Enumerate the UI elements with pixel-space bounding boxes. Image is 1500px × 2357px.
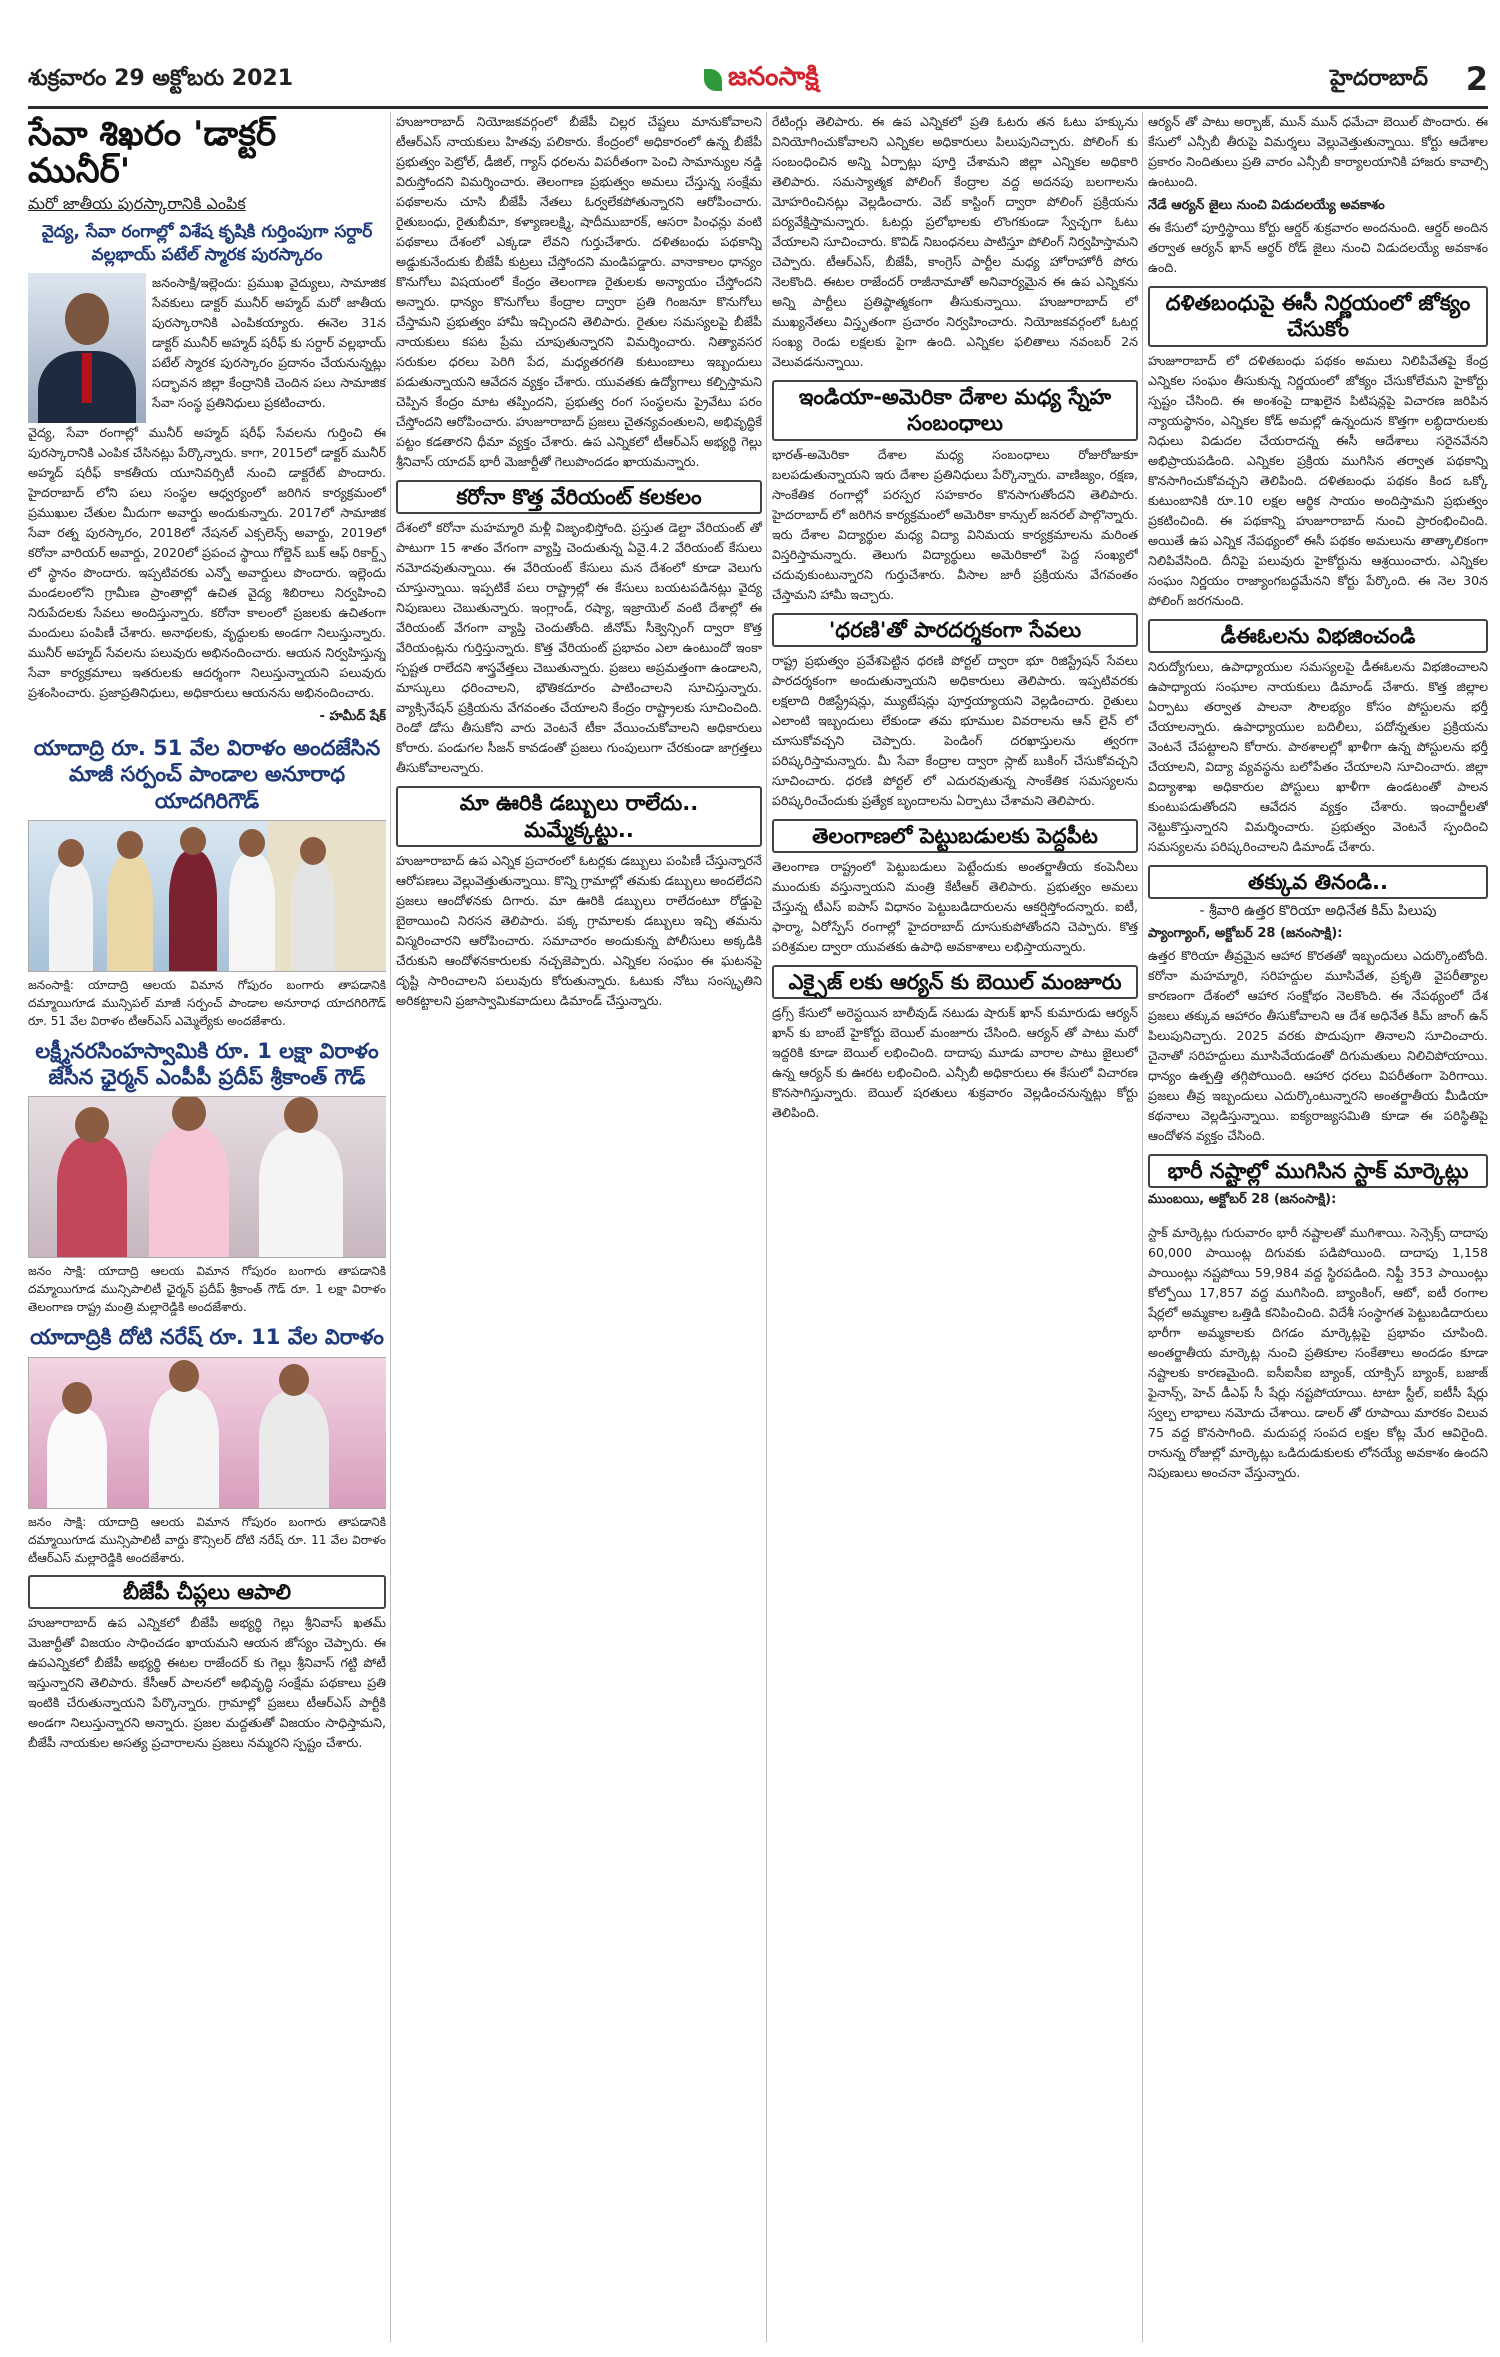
- page-number: 2: [1465, 60, 1488, 98]
- story-body: దేశంలో కరోనా మహమ్మారి మళ్లీ విజృంభిస్తోంది. ప్రస్తుత డెల్టా వేరియంట్ తో పాటుగా 15 శాతం వేగంగా వ్యాప్తి చెందుతున్న ఏవై.4.2 వేరియంట్ కేసులు నమోదవుతున్నాయి. ఈ వేరియంట్ కేసులు మన దేశంలో కూడా వెలుగు చూస్తున్నాయి. ఇప్పటికే పలు రాష్ట్రాల్లో ఈ కేసులు బయటపడినట్లు వైద్య నిపుణులు చెబుతున్నారు. ఇంగ్లాండ్, రష్యా, ఇజ్రాయెల్ వంటి దేశాల్లో ఈ వేరియంట్ వేగంగా వ్యాప్తి చెందుతోంది. జీనోమ్ సీక్వెన్సింగ్ ద్వారా కొత్త వేరియంట్లను గుర్తిస్తున్నారు. కొత్త వేరియంట్ ప్రభావం ఎలా ఉంటుందో ఇంకా స్పష్టత రాలేదని శాస్త్రవేత్తలు చెబుతున్నారు. ప్రజలు అప్రమత్తంగా ఉండాలని, మాస్కులు ధరించాలని, భౌతికదూరం పాటించాలని సూచిస్తున్నారు. వ్యాక్సినేషన్ ప్రక్రియను వేగవంతం చేయాలని కేంద్రం రాష్ట్రాలకు సూచించింది. రెండో డోసు తీసుకోని వారు వెంటనే టీకా వేయించుకోవాలని అధికారులు కోరారు. పండుగల సీజన్ కావడంతో ప్రజలు గుంపులుగా చేరకుండా జాగ్రత్తలు తీసుకోవాలన్నారు.: [396, 520, 762, 776]
- story-body: ఉత్తర కొరియా తీవ్రమైన ఆహార కొరతతో ఇబ్బందులు ఎదుర్కొంటోంది. కరోనా మహమ్మారి, సరిహద్దుల మూసివేత, ప్రకృతి వైపరీత్యాల కారణంగా దేశంలో ఆహార సంక్షోభం నెలకొంది. ఈ నేపథ్యంలో దేశ ప్రజలు తక్కువ ఆహారం తీసుకోవాలని ఆ దేశ అధినేత కిమ్ జాంగ్ ఉన్ పిలుపునిచ్చారు. 2025 వరకు పొదుపుగా తినాలని సూచించారు. చైనాతో సరిహద్దులు మూసివేయడంతో దిగుమతులు నిలిచిపోయాయి. ధాన్యం ఉత్పత్తి తగ్గిపోయింది. ఆహార ధరలు విపరీతంగా పెరిగాయి. ప్రజలు తీవ్ర ఇబ్బందులు ఎదుర్కొంటున్నారని అంతర్జాతీయ మీడియా కథనాలు వెల్లడిస్తున్నాయి. ఐక్యరాజ్యసమితి కూడా ఈ పరిస్థితిపై ఆందోళన వ్యక్తం చేసింది.: [1148, 948, 1488, 1143]
- newspaper-logo: [704, 62, 819, 98]
- donation-headline-3: యాదాద్రికి దోటి నరేష్ రూ. 11 వేల విరాళం: [30, 1325, 384, 1350]
- column-2: [396, 112, 762, 2352]
- story-headline: డీఈఓలను విభజించండి: [1148, 619, 1488, 653]
- story-body: ఈ కేసులో పూర్తిస్థాయి కోర్టు ఆర్డర్ శుక్రవారం అందనుంది. ఆర్డర్ అందిన తర్వాత ఆర్యన్ ఖాన్ ఆర్థర్ రోడ్ జైలు నుంచి విడుదలయ్యే అవకాశం ఉంది.: [1148, 220, 1488, 275]
- story-body: తెలంగాణ రాష్ట్రంలో పెట్టుబడులు పెట్టేందుకు అంతర్జాతీయ కంపెనీలు ముందుకు వస్తున్నాయని మంత్రి కేటీఆర్ తెలిపారు. ప్రభుత్వం అమలు చేస్తున్న టీఎస్ ఐపాస్ విధానం పెట్టుబడిదారులను ఆకర్షిస్తోందన్నారు. ఐటీ, ఫార్మా, ఏరోస్పేస్ రంగాల్లో హైదరాబాద్ దూసుకుపోతోందని చెప్పారు. కొత్త పరిశ్రమల ద్వారా యువతకు ఉపాధి అవకాశాలు లభిస్తాయన్నారు.: [772, 859, 1138, 954]
- column-divider: [766, 112, 767, 2342]
- story-body: హుజూరాబాద్ ఉప ఎన్నిక ప్రచారంలో ఓటర్లకు డబ్బులు పంపిణీ చేస్తున్నారనే ఆరోపణలు వెల్లువెత్తుతున్నాయి. కొన్ని గ్రామాల్లో తమకు డబ్బులు అందలేదని ప్రజలు ఆందోళనకు దిగారు. మా ఊరికి డబ్బులు రాలేదంటూ రోడ్డుపై బైఠాయించి నిరసన తెలిపారు. పక్క గ్రామాలకు డబ్బులు ఇచ్చి తమను విస్మరించారని ఆరోపించారు. సమాచారం అందుకున్న పోలీసులు అక్కడికి చేరుకుని ఆందోళనకారులకు నచ్చజెప్పారు. ఎన్నికల సంఘం ఈ ఘటనపై దృష్టి సారించాలని పలువురు కోరుతున్నారు. ఓటుకు నోటు సంస్కృతిని అరికట్టాలని ప్రజాస్వామికవాదులు డిమాండ్ చేస్తున్నారు.: [396, 852, 762, 1008]
- column-3: [772, 112, 1138, 2352]
- column-divider: [390, 112, 391, 2342]
- story-body: హుజూరాబాద్ ఉప ఎన్నికలో బీజేపీ అభ్యర్థి గెల్లు శ్రీనివాస్ ఖతమ్ మెజార్టీతో విజయం సాధించడం ఖాయమని ఆయన జోస్యం చెప్పారు. ఈ ఉపఎన్నికలో బీజేపీ అభ్యర్థి ఈటల రాజేందర్ కు గెల్లు శ్రీనివాస్ గట్టి పోటీ ఇస్తున్నారని తెలిపారు. కేసీఆర్ పాలనలో అభివృద్ధి సంక్షేమ పథకాలు ప్రతి ఇంటికి చేరుతున్నాయని పేర్కొన్నారు. గ్రామాల్లో ప్రజలు టీఆర్ఎస్ పార్టీకి అండగా నిలుస్తున్నారని అన్నారు. ప్రజల మద్దతుతో విజయం సాధిస్తామని, బీజేపీ నాయకుల అసత్య ప్రచారాలను ప్రజలు నమ్మరని స్పష్టం చేశారు.: [28, 1614, 386, 1750]
- donation-caption-2: జనం సాక్షి: యాదాద్రి ఆలయ విమాన గోపురం బంగారు తాపడానికి దమ్మాయిగూడ మున్సిపాలిటీ ఛైర్మన్ ప్రదీప్ శ్రీకాంత్ గౌడ్ రూ. 1 లక్షా విరాళం తెలంగాణ రాష్ట్ర మంత్రి మల్లారెడ్డికి అందజేశారు.: [28, 1264, 386, 1315]
- story-body: స్టాక్ మార్కెట్లు గురువారం భారీ నష్టాలతో ముగిశాయి. సెన్సెక్స్ దాదాపు 60,000 పాయింట్ల దిగువకు పడిపోయింది. దాదాపు 1,158 పాయింట్లు నష్టపోయి 59,984 వద్ద స్థిరపడింది. నిఫ్టీ 353 పాయింట్లు కోల్పోయి 17,857 వద్ద ముగిసింది. బ్యాంకింగ్, ఆటో, ఐటీ రంగాల షేర్లలో అమ్మకాల ఒత్తిడి కనిపించింది. విదేశీ సంస్థాగత పెట్టుబడిదారులు భారీగా అమ్మకాలకు దిగడం మార్కెట్లపై ప్రభావం చూపింది. అంతర్జాతీయ మార్కెట్ల నుంచి ప్రతికూల సంకేతాలు అందడం కూడా నష్టాలకు కారణమైంది. ఐసీఐసీఐ బ్యాంక్, యాక్సిస్ బ్యాంక్, బజాజ్ ఫైనాన్స్, హెచ్ డీఎఫ్ సీ షేర్లు నష్టపోయాయి. టాటా స్టీల్, ఐటీసీ షేర్లు స్వల్ప లాభాలు నమోదు చేశాయి. డాలర్ తో రూపాయి మారకం విలువ 75 వద్ద కొనసాగింది. మదుపర్ల సంపద లక్షల కోట్ల మేర ఆవిరైంది. రానున్న రోజుల్లో మార్కెట్లు ఒడిదుడుకులకు లోనయ్యే అవకాశం ఉందని నిపుణులు అంచనా వేస్తున్నారు.: [1148, 1224, 1488, 1480]
- story-body: భారత్-అమెరికా దేశాల మధ్య సంబంధాలు రోజురోజుకూ బలపడుతున్నాయని ఇరు దేశాల ప్రతినిధులు పేర్కొన్నారు. వాణిజ్యం, రక్షణ, సాంకేతిక రంగాల్లో పరస్పర సహకారం కొనసాగుతోందని తెలిపారు. హైదరాబాద్ లో జరిగిన కార్యక్రమంలో అమెరికా కాన్సుల్ జనరల్ పాల్గొన్నారు. ఇరు దేశాల విద్యార్థుల మధ్య విద్యా వినిమయ కార్యక్రమాలను మరింత విస్తరిస్తామన్నారు. తెలుగు విద్యార్థులు అమెరికాలో పెద్ద సంఖ్యలో చదువుకుంటున్నారని గుర్తుచేశారు. వీసాల జారీ ప్రక్రియను వేగవంతం చేస్తామని హామీ ఇచ్చారు.: [772, 446, 1138, 602]
- donation-headline-1: యాదాద్రి రూ. 51 వేల విరాళం అందజేసిన మాజీ సర్పంచ్ పాండాల అనూరాధ యాదగిరిగౌడ్: [33, 736, 381, 813]
- story-body: ఆర్యన్ తో పాటు అర్బాజ్, మున్ మున్ ధమేచా బెయిల్ పొందారు. ఈ కేసులో ఎన్సీబీ తీరుపై విమర్శలు వెల్లువెత్తుతున్నాయి. కోర్టు ఆదేశాల ప్రకారం నిందితులు ప్రతి వారం ఎన్సీబీ కార్యాలయానికి హాజరు కావాల్సి ఉంటుంది.: [1148, 114, 1488, 189]
- story-body: రాష్ట్ర ప్రభుత్వం ప్రవేశపెట్టిన ధరణి పోర్టల్ ద్వారా భూ రిజిస్ట్రేషన్ సేవలు పారదర్శకంగా అందుతున్నాయని అధికారులు తెలిపారు. ఇప్పటివరకు లక్షలాది రిజిస్ట్రేషన్లు, మ్యుటేషన్లు పూర్తయ్యాయని వెల్లడించారు. రైతులు ఎలాంటి ఇబ్బందులు లేకుండా తమ భూముల వివరాలను ఆన్ లైన్ లో చూసుకోవచ్చని చెప్పారు. పెండింగ్ దరఖాస్తులను త్వరగా పరిష్కరిస్తామన్నారు. మీ సేవా కేంద్రాల ద్వారా స్లాట్ బుకింగ్ చేసుకోవచ్చని సూచించారు. ధరణి పోర్టల్ లో ఎదురవుతున్న సాంకేతిక సమస్యలను పరిష్కరించేందుకు ప్రత్యేక బృందాలను ఏర్పాటు చేశామని తెలిపారు.: [772, 652, 1138, 808]
- story-body: డ్రగ్స్ కేసులో అరెస్టయిన బాలీవుడ్ నటుడు షారుక్ ఖాన్ కుమారుడు ఆర్యన్ ఖాన్ కు బాంబే హైకోర్టు బెయిల్ మంజూరు చేసింది. ఆర్యన్ తో పాటు మరో ఇద్దరికి కూడా బెయిల్ లభించింది. దాదాపు మూడు వారాల పాటు జైలులో ఉన్న ఆర్యన్ కు ఊరట లభించింది. ఎన్సీబీ అధికారులు ఈ కేసులో విచారణ కొనసాగిస్తున్నారు. బెయిల్ షరతులు శుక్రవారం వెల్లడించనున్నట్లు కోర్టు తెలిపింది.: [772, 1005, 1138, 1121]
- story-headline: మా ఊరికి డబ్బులు రాలేదు.. మమ్మేక్కట్టు..: [396, 786, 762, 847]
- donation-photo-2: [28, 1096, 386, 1258]
- masthead: [28, 62, 1488, 109]
- lead-story-text: జనంసాక్షి/ఇల్లెందు: ప్రముఖ వైద్యులు, సామాజిక సేవకులు డాక్టర్ మునీర్ అహ్మద్ మరో జాతీయ పురస్కారానికి ఎంపికయ్యారు. ఈనెల 31న డాక్టర్ మునీర్ అహ్మద్ షరీఫ్ కు సర్దార్ వల్లభాయ్ పటేల్ స్మారక పురస్కారం ప్రదానం చేయనున్నట్లు సద్భావన జిల్లా కేంద్రానికి చెందిన పలు సామాజిక సేవా సంస్థ ప్రతినిధులు ప్రకటించారు.: [152, 275, 386, 411]
- story-subhead: నేడే ఆర్యన్ జైలు నుంచి విడుదలయ్యే అవకాశం: [1148, 198, 1385, 213]
- lead-story-body: వైద్య, సేవా రంగాల్లో మునీర్ అహ్మద్ షరీఫ్ సేవలను గుర్తించి ఈ పురస్కారానికి ఎంపిక చేసినట్లు పేర్కొన్నారు. కాగా, 2015లో డాక్టర్ మునీర్ అహ్మద్ షరీఫ్ కాకతీయ యూనివర్సిటీ నుంచి డాక్టరేట్ పొందారు. హైదరాబాద్ లోని పలు సంస్థల ఆధ్వర్యంలో జరిగిన కార్యక్రమంలో ప్రముఖుల చేతుల మీదుగా అవార్డు అందుకున్నారు. 2017లో సామాజిక సేవా రత్న పురస్కారం, 2018లో నేషనల్ ఎక్సలెన్స్ అవార్డు, 2019లో కరోనా వారియర్ అవార్డు, 2020లో ప్రపంచ స్థాయి గోల్డెన్ బుక్ ఆఫ్ రికార్డ్స్ లో స్థానం పొందారు. ఇప్పటివరకు ఎన్నో అవార్డులు పొందారు. ఇల్లెందు మండలంలోని గ్రామీణ ప్రాంతాల్లో ఉచిత వైద్య శిబిరాలు నిర్వహించి నిరుపేదలకు సేవలు అందిస్తున్నారు. కరోనా కాలంలో ప్రజలకు ఉచితంగా మందులు పంపిణీ చేశారు. అనాథలకు, వృద్ధులకు అండగా నిలుస్తున్నారు. మునీర్ అహ్మద్ సేవలను పలువురు అభినందించారు. ఆయన నిర్వహిస్తున్న సేవా కార్యక్రమాలు ఇతరులకు ఆదర్శంగా నిలుస్తున్నాయని పలువురు ప్రశంసించారు. ప్రజాప్రతినిధులు, అధికారులు ఆయనను అభినందించారు.: [28, 425, 386, 701]
- story-headline: ఇండియా-అమెరికా దేశాల మధ్య స్నేహ సంబంధాలు: [772, 380, 1138, 441]
- edition-city: హైదరాబాద్: [1330, 66, 1428, 91]
- donation-headline-2: లక్ష్మీనరసింహస్వామికి రూ. 1 లక్షా విరాళం జేసిన ఛైర్మన్ ఎంపీపీ ప్రదీప్ శ్రీకాంత్ గౌడ్: [35, 1038, 379, 1090]
- story-headline: 'ధరణి'తో పారదర్శకంగా సేవలు: [772, 613, 1138, 647]
- story-body: హుజూరాబాద్ నియోజకవర్గంలో బీజేపీ చిల్లర చేష్టలు మానుకోవాలని టీఆర్ఎస్ నాయకులు హితవు పలికారు. కేంద్రంలో అధికారంలో ఉన్న బీజేపీ ప్రభుత్వం పెట్రోల్, డీజిల్, గ్యాస్ ధరలను విపరీతంగా పెంచి సామాన్యుల నడ్డి విరుస్తోందని విమర్శించారు. తెలంగాణ ప్రభుత్వం అమలు చేస్తున్న సంక్షేమ పథకాలను చూసి బీజేపీ నేతలు ఓర్వలేకపోతున్నారని ఆరోపించారు. రైతుబంధు, రైతుబీమా, కళ్యాణలక్ష్మి, షాదీముబారక్, ఆసరా పింఛన్లు వంటి పథకాలు దేశంలో ఎక్కడా లేవని గుర్తుచేశారు. దళితబంధు పథకాన్ని అడ్డుకునేందుకు బీజేపీ కుట్రలు చేస్తోందని మండిపడ్డారు. వానాకాలం ధాన్యం కొనుగోలు విషయంలో కేంద్రం తెలంగాణ రైతులకు అన్యాయం చేస్తోందని అన్నారు. ధాన్యం కొనుగోలు కేంద్రాల ద్వారా ప్రతి గింజనూ కొనుగోలు చేస్తామని ప్రభుత్వం హామీ ఇచ్చిందని తెలిపారు. రైతుల సమస్యలపై బీజేపీ నాయకులు కపట ప్రేమ చూపుతున్నారని విమర్శించారు. నిత్యావసర సరుకుల ధరలు పెరిగి పేద, మధ్యతరగతి కుటుంబాలు ఇబ్బందులు పడుతున్నాయని ఆవేదన వ్యక్తం చేశారు. యువతకు ఉద్యోగాలు కల్పిస్తామని చెప్పిన కేంద్రం మాట తప్పిందని, ప్రభుత్వ రంగ సంస్థలను ప్రైవేటు పరం చేస్తోందని ఆరోపించారు. హుజూరాబాద్ ప్రజలు చైతన్యవంతులని, అభివృద్ధికే పట్టం కడతారని ధీమా వ్యక్తం చేశారు. ఉప ఎన్నికలో టీఆర్ఎస్ అభ్యర్థి గెల్లు శ్రీనివాస్ యాదవ్ భారీ మెజార్టీతో గెలుపొందడం ఖాయమన్నారు.: [396, 114, 762, 469]
- story-headline: తక్కువ తినండి..: [1148, 865, 1488, 899]
- leaf-icon: [704, 69, 722, 91]
- dateline: ప్యాంగ్యాంగ్, అక్టోబర్ 28 (జనంసాక్షి):: [1148, 926, 1343, 941]
- column-divider: [1142, 112, 1143, 2342]
- lead-subheadline: మరో జాతీయ పురస్కారానికి ఎంపిక: [28, 193, 246, 213]
- story-headline: తెలంగాణలో పెట్టుబడులకు పెద్దపీట: [772, 819, 1138, 853]
- donation-photo-1: [28, 820, 386, 972]
- dateline: ముంబయి, అక్టోబర్ 28 (జనంసాక్షి):: [1148, 1192, 1337, 1208]
- lead-kicker: వైద్య, సేవా రంగాల్లో విశేష కృషికి గుర్తింపుగా సర్దార్ వల్లభాయ్ పటేల్ స్మారక పురస్కారం: [41, 222, 373, 266]
- donation-caption-1: జనంసాక్షి: యాదాద్రి ఆలయ విమాన గోపురం బంగారు తాపడానికి దమ్మాయిగూడ మున్సిపల్ మాజీ సర్పంచ్ పాండాల అనూరాధ యాదగిరిగౌడ్ రూ. 51 వేల విరాళం టీఆర్ఎస్ ఎమ్మెల్యేకు అందజేశారు.: [28, 977, 386, 1028]
- story-body: రేటింగ్లు తెలిపారు. ఈ ఉప ఎన్నికలో ప్రతి ఓటరు తన ఓటు హక్కును వినియోగించుకోవాలని ఎన్నికల అధికారులు పిలుపునిచ్చారు. పోలింగ్ కు సంబంధించిన అన్ని ఏర్పాట్లు పూర్తి చేశామని జిల్లా ఎన్నికల అధికారి తెలిపారు. సమస్యాత్మక పోలింగ్ కేంద్రాల వద్ద అదనపు బలగాలను మోహరించినట్లు వెల్లడించారు. వెబ్ కాస్టింగ్ ద్వారా పోలింగ్ ప్రక్రియను పర్యవేక్షిస్తామన్నారు. ఓటర్లు ప్రలోభాలకు లొంగకుండా స్వేచ్ఛగా ఓటు వేయాలని సూచించారు. కొవిడ్ నిబంధనలు పాటిస్తూ పోలింగ్ నిర్వహిస్తామని చెప్పారు. టీఆర్ఎస్, బీజేపీ, కాంగ్రెస్ పార్టీల మధ్య హోరాహోరీ పోరు నెలకొంది. ఈటల రాజేందర్ రాజీనామాతో అనివార్యమైన ఈ ఉప ఎన్నికను అన్ని పార్టీలు ప్రతిష్ఠాత్మకంగా తీసుకున్నాయి. హుజూరాబాద్ లో ముఖ్యనేతలు విస్తృతంగా ప్రచారం నిర్వహించారు. నియోజకవర్గంలో ఓటర్ల సంఖ్య రెండు లక్షలకు పైగా ఉంది. ఎన్నికల ఫలితాలు నవంబర్ 2న వెలువడనున్నాయి.: [772, 114, 1138, 369]
- story-body: నిరుద్యోగులు, ఉపాధ్యాయుల సమస్యలపై డీఈఓలను విభజించాలని ఉపాధ్యాయ సంఘాల నాయకులు డిమాండ్ చేశారు. కొత్త జిల్లాల ఏర్పాటు తర్వాత పాలనా సౌలభ్యం కోసం పోస్టులను భర్తీ చేయాలన్నారు. ఉపాధ్యాయుల బదిలీలు, పదోన్నతుల ప్రక్రియను వెంటనే చేపట్టాలని కోరారు. పాఠశాలల్లో ఖాళీగా ఉన్న పోస్టులను భర్తీ చేయాలని, విద్యా వ్యవస్థను బలోపేతం చేయాలని సూచించారు. జిల్లా విద్యాశాఖ అధికారుల పోస్టులు ఖాళీగా ఉండటంతో పాలన కుంటుపడుతోందని ఆవేదన వ్యక్తం చేశారు. ఇంచార్జీలతో నెట్టుకొస్తున్నారని విమర్శించారు. ప్రభుత్వం వెంటనే స్పందించి సమస్యలను పరిష్కరించాలని డిమాండ్ చేశారు.: [1148, 658, 1488, 854]
- column-4: [1148, 112, 1488, 2352]
- story-headline: దళితబంధుపై ఈసీ నిర్ణయంలో జోక్యం చేసుకోం: [1148, 286, 1488, 347]
- issue-date: శుక్రవారం 29 అక్టోబరు 2021: [28, 66, 294, 91]
- story-subheadline: - శ్రీవారి ఉత్తర కొరియా అధినేత కిమ్ పిలుపు: [1199, 903, 1437, 919]
- reporter-byline: - హమీద్ షేక్: [319, 709, 386, 725]
- doctor-portrait: [28, 273, 146, 423]
- column-1: [28, 112, 386, 2352]
- story-headline: ఎక్సైజ్ లకు ఆర్యన్ కు బెయిల్ మంజూరు: [772, 965, 1138, 999]
- story-body: హుజూరాబాద్ లో దళితబంధు పథకం అమలు నిలిపివేతపై కేంద్ర ఎన్నికల సంఘం తీసుకున్న నిర్ణయంలో జోక్యం చేసుకోలేమని హైకోర్టు స్పష్టం చేసింది. ఈ అంశంపై దాఖలైన పిటిషన్లపై విచారణ జరిపిన న్యాయస్థానం, ఎన్నికల కోడ్ అమల్లో ఉన్నందున కొత్తగా లబ్ధిదారులకు నిధులు విడుదల చేయరాదన్న ఈసీ ఆదేశాలు సరైనవేనని అభిప్రాయపడింది. ఎన్నికల ప్రక్రియ ముగిసిన తర్వాత పథకాన్ని కొనసాగించుకోవచ్చని తెలిపింది. దళితబంధు పథకం కింద ఒక్కో కుటుంబానికి రూ.10 లక్షల ఆర్థిక సాయం అందిస్తామని ప్రభుత్వం ప్రకటించింది. ఈ పథకాన్ని హుజూరాబాద్ నుంచి ప్రారంభించింది. అయితే ఉప ఎన్నిక నేపథ్యంలో ఈసీ పథకం అమలును తాత్కాలికంగా నిలిపివేసింది. దీనిపై పలువురు హైకోర్టును ఆశ్రయించారు. ఎన్నికల సంఘం నిర్ణయం రాజ్యాంగబద్ధమేనని కోర్టు పేర్కొంది. ఈ నెల 30న పోలింగ్ జరగనుంది.: [1148, 352, 1488, 608]
- story-headline: భారీ నష్టాల్లో ముగిసిన స్టాక్ మార్కెట్లు: [1148, 1154, 1488, 1188]
- lead-story-intro: [28, 273, 386, 423]
- story-headline: బీజేపీ చీప్లలు ఆపాలి: [28, 1575, 386, 1609]
- logo-text: జనంసాక్షి: [728, 62, 819, 92]
- story-headline: కరోనా కొత్త వేరియంట్ కలకలం: [396, 480, 762, 514]
- donation-caption-3: జనం సాక్షి: యాదాద్రి ఆలయ విమాన గోపురం బంగారు తాపడానికి దమ్మాయిగూడ మున్సిపాలిటీ వార్డు కౌన్సిలర్ దోటి నరేష్ రూ. 11 వేల విరాళం టీఆర్ఎస్ మల్లారెడ్డికి అందజేశారు.: [28, 1514, 386, 1565]
- donation-photo-3: [28, 1357, 386, 1509]
- lead-headline: సేవా శిఖరం 'డాక్టర్ మునీర్': [28, 114, 277, 192]
